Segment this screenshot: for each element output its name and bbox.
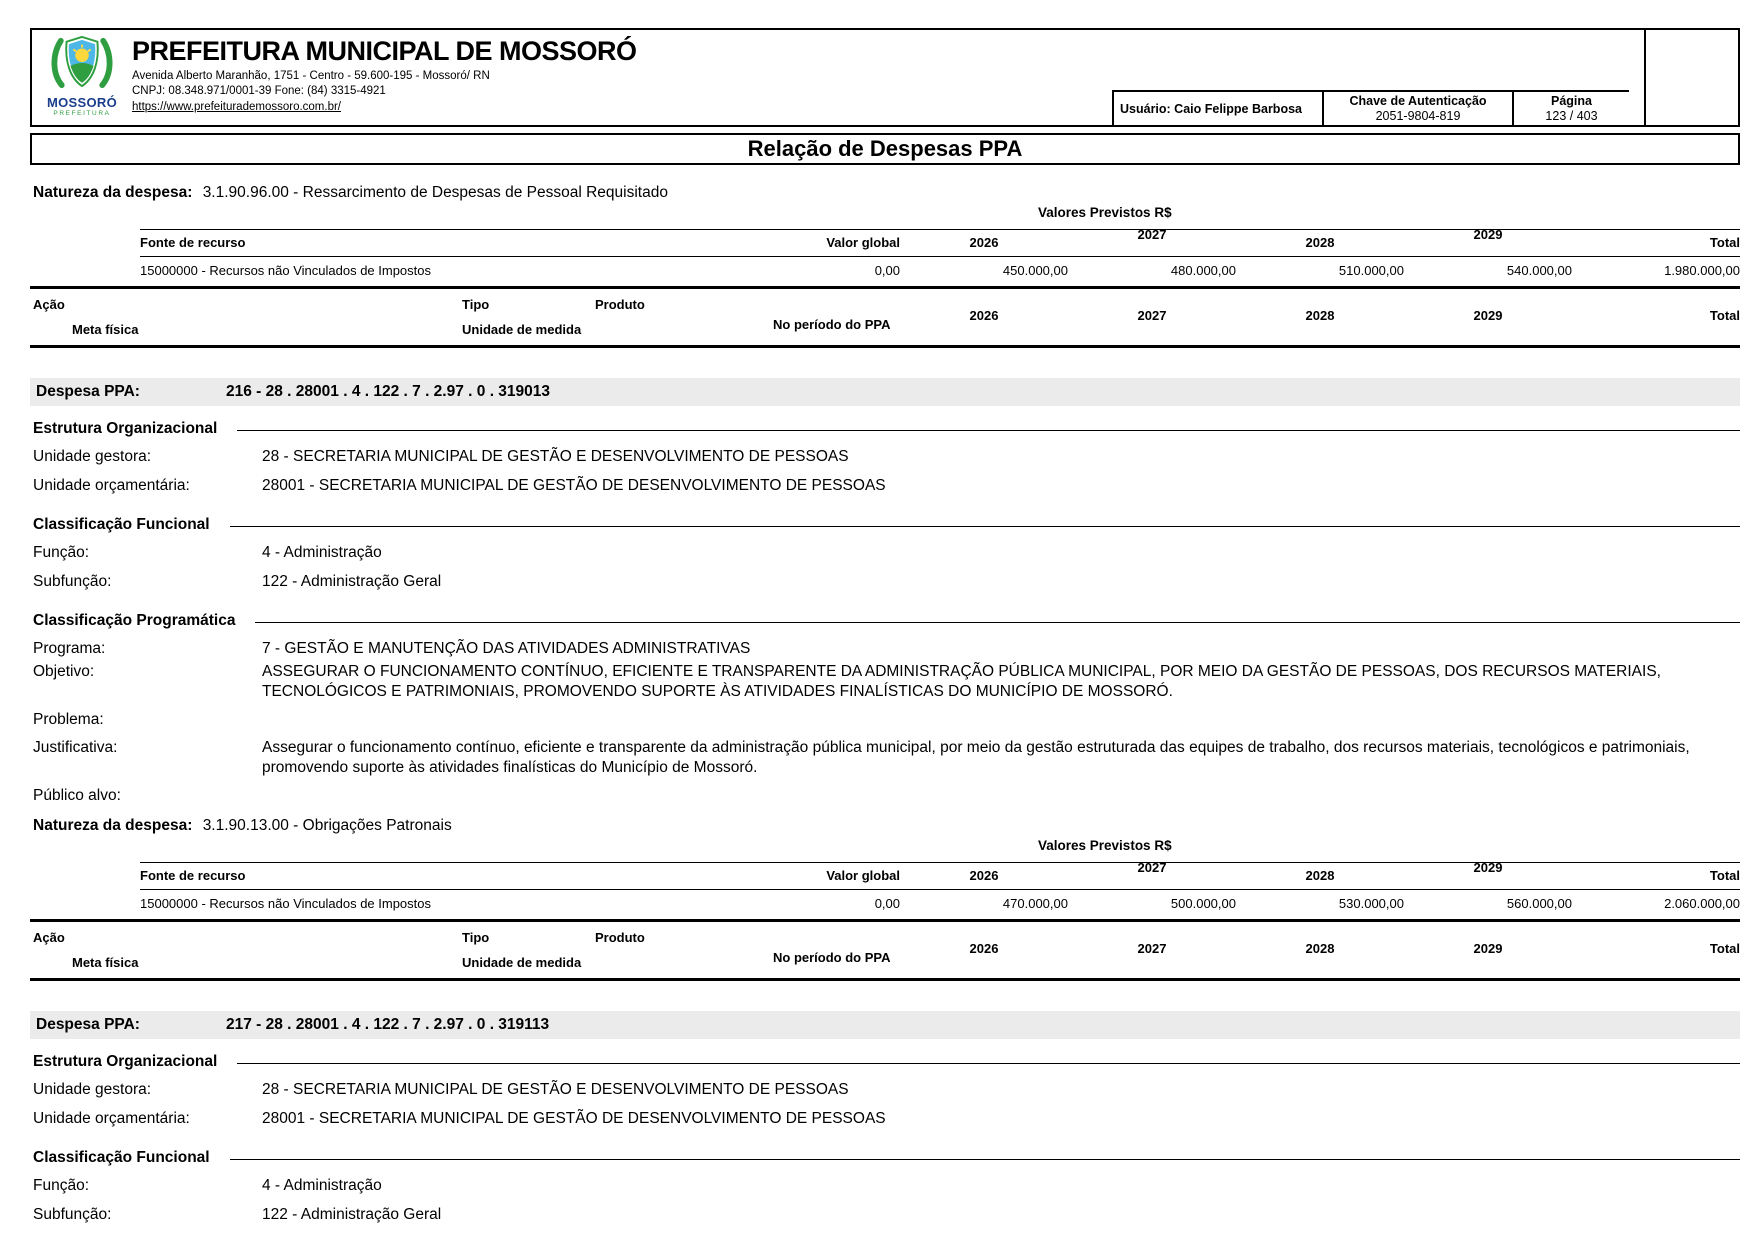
table-row — [140, 890, 1740, 920]
unidade-gestora-label: Unidade gestora: — [33, 1081, 152, 1098]
meta-fisica-label: Meta física — [72, 955, 139, 970]
table-row — [140, 257, 1740, 287]
logo-subtitle: PREFEITURA — [53, 110, 111, 117]
programa-value: 7 - GESTÃO E MANUTENÇÃO DAS ATIVIDADES ADMINISTRATIVAS — [262, 640, 751, 657]
tipo-label: Tipo — [462, 930, 490, 945]
logo-wordmark: MOSSORÓ — [47, 95, 117, 110]
funcao-value: 4 - Administração — [262, 544, 382, 561]
acao-label: Ação — [33, 930, 65, 945]
report-title: Relação de Despesas PPA — [30, 133, 1740, 165]
value-2028-cell: 510.000,00 — [1338, 263, 1404, 278]
band-year-2027: 2027 — [1137, 941, 1167, 956]
auth-key-box — [1322, 90, 1512, 125]
table-header-row — [140, 863, 1740, 890]
unidade-gestora-value: 28 - SECRETARIA MUNICIPAL DE GESTÃO E DESENVOLVIMENTO DE PESSOAS — [262, 448, 849, 465]
heading-rule — [255, 622, 1740, 623]
total-cell: 1.980.000,00 — [1664, 263, 1740, 278]
natureza-label: Natureza da despesa: — [33, 184, 193, 201]
natureza-despesa-row — [33, 817, 1740, 835]
despesa-ppa-bar — [30, 378, 1740, 406]
band-total-label: Total — [1709, 308, 1740, 323]
fonte-cell: 15000000 - Recursos não Vinculados de Impostos — [140, 263, 432, 278]
user-box: Usuário: Caio Felippe Barbosa — [1112, 90, 1322, 125]
fonte-recurso-table — [140, 229, 1740, 286]
band-year-2027: 2027 — [1137, 308, 1167, 323]
despesa-ppa-bar — [30, 1011, 1740, 1039]
objetivo-row — [33, 662, 1740, 702]
despesa-ppa-code: 217 - 28 . 28001 . 4 . 122 . 7 . 2.97 . 0 . 319113 — [226, 1016, 550, 1033]
unidade-orcamentaria-value: 28001 - SECRETARIA MUNICIPAL DE GESTÃO DE DESENVOLVIMENTO DE PESSOAS — [262, 477, 886, 494]
no-periodo-ppa-label: No período do PPA — [773, 317, 891, 332]
col-2027: 2027 — [1068, 230, 1236, 257]
unidade-gestora-row — [33, 1080, 1740, 1100]
natureza-despesa-row — [33, 184, 1740, 202]
band-year-2029: 2029 — [1473, 941, 1503, 956]
fonte-recurso-table — [140, 862, 1740, 919]
valor-global-cell: 0,00 — [874, 263, 900, 278]
unidade-orcamentaria-value: 28001 - SECRETARIA MUNICIPAL DE GESTÃO DE DESENVOLVIMENTO DE PESSOAS — [262, 1110, 886, 1127]
justificativa-label: Justificativa: — [33, 739, 118, 756]
col-valor-global: Valor global — [748, 230, 900, 257]
valores-previstos-label: Valores Previstos R$ — [1038, 838, 1172, 853]
col-2026: 2026 — [900, 863, 1068, 890]
unidade-gestora-value: 28 - SECRETARIA MUNICIPAL DE GESTÃO E DESENVOLVIMENTO DE PESSOAS — [262, 1081, 849, 1098]
produto-label: Produto — [595, 930, 645, 945]
subfuncao-label: Subfunção: — [33, 573, 112, 590]
value-2029-cell: 540.000,00 — [1506, 263, 1572, 278]
unidade-gestora-row — [33, 447, 1740, 467]
natureza-value: 3.1.90.13.00 - Obrigações Patronais — [202, 817, 452, 834]
no-periodo-ppa-label: No período do PPA — [773, 950, 891, 965]
mossoro-crest-icon — [48, 35, 116, 89]
natureza-value: 3.1.90.96.00 - Ressarcimento de Despesas de Pessoal Requisitado — [202, 184, 668, 201]
col-fonte: Fonte de recurso — [140, 230, 748, 257]
mossoro-logo — [42, 35, 122, 117]
col-2026: 2026 — [900, 230, 1068, 257]
estrutura-organizacional-heading: Estrutura Organizacional — [33, 420, 1740, 438]
band-year-2028: 2028 — [1305, 941, 1335, 956]
unidade-orcamentaria-row — [33, 1109, 1740, 1129]
col-2028: 2028 — [1236, 863, 1404, 890]
band-year-2026: 2026 — [969, 941, 999, 956]
acao-header-band — [33, 289, 1740, 345]
auth-key-value: 2051-9804-819 — [1375, 109, 1461, 123]
heading-rule — [237, 430, 1740, 431]
subfuncao-row — [33, 572, 1740, 592]
col-total: Total — [1572, 863, 1740, 890]
subfuncao-label: Subfunção: — [33, 1206, 112, 1223]
justificativa-value: Assegurar o funcionamento contínuo, eficiente e transparente da administração pública municipal, por meio da gestão estruturada das equipes de trabalho, dos recursos materiais, tecnológicos e patrimoniais, promovendo suporte às atividades finalísticas do Município de Mossoró. — [262, 739, 1690, 776]
acao-header-band — [33, 922, 1740, 978]
col-fonte: Fonte de recurso — [140, 863, 748, 890]
unidade-medida-label: Unidade de medida — [462, 322, 582, 337]
unidade-orcamentaria-label: Unidade orçamentária: — [33, 1110, 190, 1127]
heading-rule — [230, 1159, 1740, 1160]
subfuncao-value: 122 - Administração Geral — [262, 573, 442, 590]
org-identification — [132, 36, 637, 115]
col-total: Total — [1572, 230, 1740, 257]
valores-previstos-label: Valores Previstos R$ — [1038, 205, 1172, 220]
produto-label: Produto — [595, 297, 645, 312]
problema-label: Problema: — [33, 711, 104, 728]
heading-rule — [237, 1063, 1740, 1064]
page-value: 123 / 403 — [1545, 109, 1598, 123]
programa-row — [33, 639, 1740, 659]
band-year-2028: 2028 — [1305, 308, 1335, 323]
meta-fisica-label: Meta física — [72, 322, 139, 337]
problema-row — [33, 710, 1740, 730]
acao-label: Ação — [33, 297, 65, 312]
funcao-row — [33, 543, 1740, 563]
value-2029-cell: 560.000,00 — [1506, 896, 1572, 911]
funcao-row — [33, 1176, 1740, 1196]
unidade-gestora-label: Unidade gestora: — [33, 448, 152, 465]
funcao-label: Função: — [33, 544, 90, 561]
band-year-2026: 2026 — [969, 308, 999, 323]
despesa-ppa-code: 216 - 28 . 28001 . 4 . 122 . 7 . 2.97 . 0 . 319013 — [226, 383, 551, 400]
despesa-ppa-label: Despesa PPA: — [36, 383, 140, 400]
publico-alvo-row — [33, 786, 1740, 806]
valores-previstos-row — [33, 205, 1740, 229]
table-header-row — [140, 230, 1740, 257]
funcao-value: 4 - Administração — [262, 1177, 382, 1194]
page-label: Página — [1551, 94, 1592, 108]
publico-alvo-value — [262, 786, 1740, 806]
col-2028: 2028 — [1236, 230, 1404, 257]
subfuncao-value: 122 - Administração Geral — [262, 1206, 442, 1223]
value-2027-cell: 500.000,00 — [1170, 896, 1236, 911]
despesa-ppa-label: Despesa PPA: — [36, 1016, 140, 1033]
unidade-medida-label: Unidade de medida — [462, 955, 582, 970]
divider — [30, 345, 1740, 348]
header-empty-box — [1644, 30, 1738, 125]
justificativa-row — [33, 738, 1740, 778]
funcao-label: Função: — [33, 1177, 90, 1194]
estrutura-organizacional-heading: Estrutura Organizacional — [33, 1053, 1740, 1071]
org-cnpj-phone: CNPJ: 08.348.971/0001-39 Fone: (84) 3315-4921 — [132, 85, 386, 97]
problema-value — [262, 710, 1740, 730]
unidade-orcamentaria-row — [33, 476, 1740, 496]
org-address: Avenida Alberto Maranhão, 1751 - Centro - 59.600-195 - Mossoró/ RN — [132, 70, 490, 82]
total-cell: 2.060.000,00 — [1664, 896, 1740, 911]
band-year-2029: 2029 — [1473, 308, 1503, 323]
heading-rule — [230, 526, 1740, 527]
objetivo-value: ASSEGURAR O FUNCIONAMENTO CONTÍNUO, EFICIENTE E TRANSPARENTE DA ADMINISTRAÇÃO PÚBLICA MUNICIPAL, POR MEIO DA GESTÃO DE PESSOAS, DOS RECURSOS MATERIAIS, TECNOLÓGICOS E PATRIMONIAIS, PROMOVENDO SUPORTE ÀS ATIVIDADES FINALÍSTICAS DO MUNICÍPIO DE MOSSORÓ. — [262, 663, 1661, 700]
col-2027: 2027 — [1068, 863, 1236, 890]
classificacao-programatica-heading: Classificação Programática — [33, 612, 1740, 630]
natureza-label: Natureza da despesa: — [33, 817, 193, 834]
page-number-box — [1512, 90, 1629, 125]
valores-previstos-row — [33, 838, 1740, 862]
org-name: PREFEITURA MUNICIPAL DE MOSSORÓ — [132, 36, 637, 66]
col-valor-global: Valor global — [748, 863, 900, 890]
document-header — [30, 28, 1740, 127]
org-website-link[interactable]: https://www.prefeiturademossoro.com.br/ — [132, 101, 341, 113]
fonte-cell: 15000000 - Recursos não Vinculados de Impostos — [140, 896, 432, 911]
auth-key-label: Chave de Autenticação — [1349, 94, 1487, 108]
col-2029: 2029 — [1404, 863, 1572, 890]
programa-label: Programa: — [33, 640, 106, 657]
value-2026-cell: 470.000,00 — [1002, 896, 1068, 911]
valor-global-cell: 0,00 — [874, 896, 900, 911]
col-2029: 2029 — [1404, 230, 1572, 257]
value-2026-cell: 450.000,00 — [1002, 263, 1068, 278]
report-body — [30, 184, 1740, 1225]
subfuncao-row — [33, 1205, 1740, 1225]
value-2027-cell: 480.000,00 — [1170, 263, 1236, 278]
classificacao-funcional-heading: Classificação Funcional — [33, 1149, 1740, 1167]
band-total-label: Total — [1709, 941, 1740, 956]
unidade-orcamentaria-label: Unidade orçamentária: — [33, 477, 190, 494]
publico-alvo-label: Público alvo: — [33, 787, 121, 804]
tipo-label: Tipo — [462, 297, 490, 312]
divider — [30, 978, 1740, 981]
value-2028-cell: 530.000,00 — [1338, 896, 1404, 911]
objetivo-label: Objetivo: — [33, 663, 95, 680]
classificacao-funcional-heading: Classificação Funcional — [33, 516, 1740, 534]
